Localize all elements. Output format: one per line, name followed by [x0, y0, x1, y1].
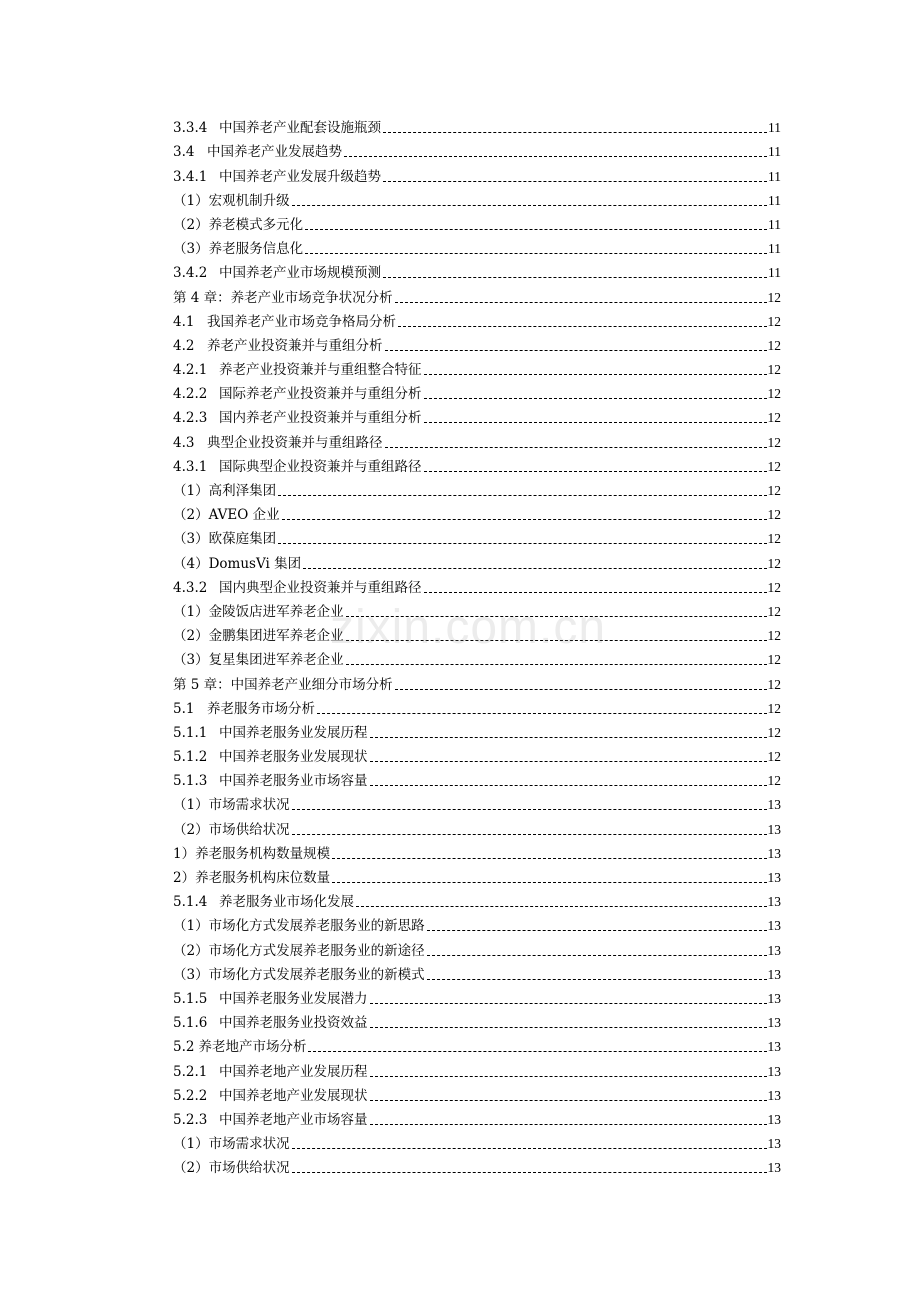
toc-entry[interactable]	[173, 452, 781, 476]
toc-entry[interactable]	[173, 1153, 781, 1177]
toc-entry[interactable]	[173, 524, 781, 548]
toc-entry-page: 13	[767, 797, 781, 813]
toc-entry-title: 养老服务市场分析	[207, 700, 315, 717]
toc-dot-leader	[346, 616, 767, 617]
toc-entry-number: （3）	[173, 652, 209, 669]
toc-entry-page: 12	[767, 362, 781, 378]
toc-dot-leader	[383, 181, 767, 182]
toc-entry[interactable]	[173, 1129, 781, 1153]
toc-entry-number: 5.2.3	[173, 1111, 208, 1128]
toc-entry-title: 市场化方式发展养老服务业的新模式	[208, 966, 425, 983]
toc-entry-number: 5.1.1	[173, 724, 208, 741]
toc-entry-page: 11	[768, 144, 781, 160]
toc-entry-title: 典型企业投资兼并与重组路径	[207, 434, 383, 451]
toc-dot-leader	[370, 1003, 767, 1004]
toc-entry-number: 第 4 章：	[173, 289, 231, 306]
toc-entry-number: （1）	[173, 483, 209, 499]
toc-entry[interactable]	[173, 113, 781, 137]
toc-entry-number: 4.3.1	[173, 458, 208, 475]
toc-entry-title: 国际养老产业投资兼并与重组分析	[219, 386, 422, 403]
toc-entry[interactable]	[173, 258, 781, 282]
toc-entry-number: （1）	[173, 1136, 209, 1153]
toc-entry[interactable]	[173, 669, 781, 693]
toc-dot-leader	[424, 422, 767, 423]
toc-entry-title: 市场需求状况	[208, 1136, 290, 1153]
toc-entry-title: 中国养老地产业市场容量	[219, 1111, 368, 1128]
toc-entry[interactable]	[173, 500, 781, 524]
toc-entry-number: 第 5 章：	[173, 676, 231, 693]
toc-entry-page: 13	[767, 1015, 781, 1031]
toc-entry[interactable]	[173, 911, 781, 935]
toc-entry-number: （2）	[173, 821, 209, 838]
toc-entry-number: （2）	[173, 1160, 209, 1177]
toc-dot-leader	[424, 471, 767, 472]
toc-entry[interactable]	[173, 379, 781, 403]
toc-entry[interactable]	[173, 621, 781, 645]
toc-entry[interactable]	[173, 1032, 781, 1056]
toc-entry-number: （2）	[173, 628, 209, 645]
toc-dot-leader	[427, 979, 767, 980]
toc-entry-number: 4.2.3	[173, 410, 208, 427]
toc-entry-page: 13	[767, 990, 781, 1006]
toc-entry-title: 国际典型企业投资兼并与重组路径	[219, 458, 422, 475]
toc-entry-number: 4.3.2	[173, 579, 208, 596]
toc-entry-number: 3.4	[173, 144, 195, 161]
toc-dot-leader	[346, 640, 767, 641]
toc-dot-leader	[370, 761, 767, 762]
toc-dot-leader	[427, 930, 767, 931]
toc-entry-page: 13	[767, 966, 781, 982]
toc-entry-page: 13	[767, 918, 781, 934]
toc-entry-title: 中国养老地产业发展现状	[219, 1087, 368, 1104]
toc-entry-number: （3）	[173, 966, 209, 983]
toc-entry-number: 4.1	[173, 313, 195, 330]
toc-entry-page: 12	[767, 507, 781, 523]
toc-entry[interactable]	[173, 331, 781, 355]
toc-entry-number: 3.4.2	[173, 265, 208, 282]
toc-entry-page: 11	[768, 265, 781, 281]
toc-entry-page: 12	[767, 434, 781, 450]
toc-entry-title: 市场供给状况	[208, 1160, 290, 1177]
toc-entry-page: 11	[768, 216, 781, 232]
toc-entry-page: 12	[767, 700, 781, 716]
toc-entry[interactable]	[173, 573, 781, 597]
toc-entry-title: 养老服务信息化	[208, 241, 304, 258]
toc-entry-page: 13	[767, 1063, 781, 1079]
toc-entry[interactable]	[173, 984, 781, 1008]
toc-entry-number: （3）	[173, 241, 209, 258]
toc-entry-page: 13	[767, 894, 781, 910]
toc-entry[interactable]	[173, 137, 781, 161]
toc-entry-number: （1）	[173, 918, 209, 935]
toc-entry-page: 12	[767, 337, 781, 353]
toc-entry-number: （1）	[173, 192, 209, 209]
toc-entry-page: 12	[767, 652, 781, 668]
toc-entry-title: 养老服务机构床位数量	[195, 870, 331, 886]
toc-entry[interactable]	[173, 597, 781, 621]
toc-entry-title: 市场需求状况	[208, 797, 290, 814]
toc-dot-leader	[303, 568, 766, 569]
toc-entry-number: 5.2	[173, 1039, 195, 1056]
table-of-contents	[173, 113, 781, 1177]
toc-entry[interactable]	[173, 307, 781, 331]
toc-entry-number: 2）	[173, 870, 196, 886]
toc-entry-page: 13	[767, 1136, 781, 1152]
toc-entry-page: 12	[767, 458, 781, 474]
toc-dot-leader	[424, 398, 767, 399]
toc-entry[interactable]	[173, 403, 781, 427]
toc-dot-leader	[292, 809, 767, 810]
toc-entry-title: 国内典型企业投资兼并与重组路径	[219, 579, 422, 596]
toc-entry-number: 4.3	[173, 434, 195, 451]
toc-entry-page: 13	[767, 1111, 781, 1127]
toc-entry-page: 12	[767, 628, 781, 644]
toc-dot-leader	[370, 785, 767, 786]
toc-entry-page: 12	[767, 410, 781, 426]
toc-entry-title: 市场化方式发展养老服务业的新思路	[208, 918, 425, 935]
toc-entry-number: 4.2	[173, 337, 195, 354]
toc-entry-page: 12	[767, 749, 781, 765]
toc-dot-leader	[370, 1027, 767, 1028]
toc-dot-leader	[385, 350, 767, 351]
toc-dot-leader	[383, 277, 767, 278]
toc-entry-number: 5.1.4	[173, 894, 208, 911]
toc-entry[interactable]	[173, 186, 781, 210]
toc-entry-title: AVEO 企业	[208, 507, 280, 524]
toc-entry-page: 12	[767, 531, 781, 547]
toc-dot-leader	[370, 1124, 767, 1125]
toc-entry-number: （2）	[173, 942, 209, 959]
toc-entry-page: 12	[767, 676, 781, 692]
toc-entry-title: 市场化方式发展养老服务业的新途径	[208, 942, 425, 959]
toc-entry-page: 11	[768, 192, 781, 208]
toc-entry-page: 13	[767, 1160, 781, 1176]
toc-entry-page: 12	[767, 773, 781, 789]
toc-dot-leader	[395, 302, 767, 303]
toc-entry-page: 12	[767, 289, 781, 305]
toc-entry-title: 养老产业市场竞争状况分析	[230, 289, 393, 306]
toc-entry-page: 13	[767, 845, 781, 861]
toc-entry-number: 3.4.1	[173, 168, 208, 185]
toc-entry[interactable]	[173, 887, 781, 911]
toc-entry[interactable]	[173, 694, 781, 718]
toc-entry-number: 5.1	[173, 700, 195, 717]
toc-entry-number: 5.1.2	[173, 749, 208, 766]
toc-entry-title: 养老服务业市场化发展	[219, 894, 354, 911]
toc-entry-page: 13	[767, 870, 781, 885]
toc-entry-number: （3）	[173, 531, 209, 548]
toc-entry[interactable]	[173, 282, 781, 306]
watermark: zixin.com.cn	[330, 601, 607, 654]
toc-entry-number: （2）	[173, 507, 209, 524]
toc-entry-title: 中国养老服务业发展潜力	[219, 990, 368, 1007]
toc-dot-leader	[332, 858, 766, 859]
toc-dot-leader	[427, 955, 767, 956]
toc-entry-title: 宏观机制升级	[208, 192, 290, 209]
toc-entry-title: 中国养老服务业发展现状	[219, 749, 368, 766]
toc-entry[interactable]	[173, 234, 781, 258]
toc-entry-number: 5.2.2	[173, 1087, 208, 1104]
toc-entry-title: 金陵饭店进军养老企业	[208, 603, 344, 620]
toc-entry-title: 中国养老服务业市场容量	[219, 773, 368, 790]
toc-entry-title: 中国养老服务业投资效益	[219, 1015, 368, 1032]
toc-dot-leader	[305, 253, 767, 254]
toc-entry-page: 12	[767, 555, 781, 571]
toc-entry-number: （1）	[173, 603, 209, 620]
toc-dot-leader	[424, 374, 767, 375]
toc-entry-title: 金鹏集团进军养老企业	[208, 628, 344, 645]
toc-dot-leader	[317, 713, 767, 714]
toc-entry-page: 13	[767, 942, 781, 958]
toc-dot-leader	[346, 664, 767, 665]
toc-entry-title: 中国养老服务业发展历程	[219, 724, 368, 741]
toc-entry[interactable]	[173, 427, 781, 451]
toc-entry[interactable]	[173, 960, 781, 984]
toc-dot-leader	[395, 689, 767, 690]
toc-entry-title: 欧葆庭集团	[208, 531, 277, 548]
toc-entry-page: 12	[767, 579, 781, 595]
toc-entry-page: 12	[767, 603, 781, 619]
toc-dot-leader	[356, 906, 767, 907]
toc-entry-page: 13	[767, 1087, 781, 1103]
toc-entry-title: 养老服务机构数量规模	[195, 845, 331, 862]
toc-dot-leader	[292, 1172, 767, 1173]
toc-dot-leader	[344, 156, 767, 157]
toc-entry-page: 12	[767, 724, 781, 740]
toc-dot-leader	[385, 447, 767, 448]
toc-entry[interactable]	[173, 1056, 781, 1080]
toc-entry[interactable]	[173, 766, 781, 790]
toc-entry[interactable]	[173, 161, 781, 185]
toc-entry-title: 中国养老产业发展趋势	[207, 144, 342, 161]
toc-dot-leader	[305, 229, 767, 230]
toc-dot-leader	[398, 326, 767, 327]
toc-entry-page: 12	[767, 313, 781, 329]
toc-entry[interactable]	[173, 355, 781, 379]
toc-entry-number: （2）	[173, 216, 209, 233]
toc-entry-title: DomusVi 集团	[208, 555, 302, 572]
toc-dot-leader	[278, 543, 766, 544]
toc-entry-title: 中国养老产业细分市场分析	[230, 676, 393, 693]
toc-entry-number: 4.2.1	[173, 362, 208, 379]
toc-entry-page: 12	[767, 483, 781, 498]
toc-entry-title: 养老地产市场分析	[198, 1039, 307, 1056]
toc-entry[interactable]	[173, 1105, 781, 1129]
toc-entry[interactable]	[173, 742, 781, 766]
toc-entry[interactable]	[173, 1008, 781, 1032]
toc-dot-leader	[370, 737, 767, 738]
toc-dot-leader	[383, 132, 767, 133]
toc-entry-page: 11	[768, 168, 781, 184]
toc-entry-title: 养老产业投资兼并与重组整合特征	[219, 362, 422, 379]
toc-entry-number: 5.1.6	[173, 1015, 208, 1032]
toc-entry-title: 复星集团进军养老企业	[208, 652, 344, 669]
toc-entry[interactable]	[173, 790, 781, 814]
toc-dot-leader	[292, 205, 767, 206]
toc-dot-leader	[278, 495, 766, 496]
toc-dot-leader	[424, 592, 767, 593]
toc-dot-leader	[332, 882, 766, 883]
toc-entry-title: 国内养老产业投资兼并与重组分析	[219, 410, 422, 427]
toc-entry-page: 11	[768, 120, 781, 136]
toc-entry-title: 市场供给状况	[208, 821, 290, 838]
toc-entry-title: 中国养老产业市场规模预测	[219, 265, 381, 282]
toc-dot-leader	[292, 834, 767, 835]
toc-entry-title: 养老模式多元化	[208, 216, 304, 233]
toc-dot-leader	[292, 1148, 767, 1149]
toc-dot-leader	[370, 1076, 767, 1077]
toc-entry-number: 5.1.5	[173, 990, 208, 1007]
toc-entry-number: （4）	[173, 555, 209, 572]
toc-entry-title: 养老产业投资兼并与重组分析	[207, 337, 383, 354]
toc-entry-title: 我国养老产业市场竞争格局分析	[207, 313, 396, 330]
toc-entry-page: 13	[767, 821, 781, 837]
toc-entry-page: 13	[767, 1039, 781, 1055]
toc-entry-page: 12	[767, 386, 781, 402]
toc-entry-number: 5.2.1	[173, 1063, 208, 1080]
toc-entry-number: 4.2.2	[173, 386, 208, 403]
toc-entry[interactable]	[173, 814, 781, 838]
toc-entry-title: 中国养老产业配套设施瓶颈	[219, 120, 381, 137]
toc-entry[interactable]	[173, 839, 781, 863]
toc-entry[interactable]	[173, 645, 781, 669]
toc-entry-title: 中国养老产业发展升级趋势	[219, 168, 381, 185]
toc-entry-title: 中国养老地产业发展历程	[219, 1063, 368, 1080]
toc-entry[interactable]	[173, 718, 781, 742]
toc-entry-number: 1）	[173, 845, 196, 862]
toc-entry-number: （1）	[173, 797, 209, 814]
toc-entry[interactable]	[173, 1081, 781, 1105]
toc-entry-page: 11	[768, 241, 781, 257]
toc-entry[interactable]	[173, 863, 781, 887]
toc-entry[interactable]	[173, 935, 781, 959]
toc-entry-number: 3.3.4	[173, 120, 208, 137]
toc-dot-leader	[282, 519, 767, 520]
toc-dot-leader	[370, 1100, 767, 1101]
toc-entry-title: 高利泽集团	[208, 483, 277, 499]
toc-entry[interactable]	[173, 548, 781, 572]
toc-dot-leader	[308, 1051, 766, 1052]
toc-entry[interactable]	[173, 210, 781, 234]
toc-entry-number: 5.1.3	[173, 773, 208, 790]
toc-entry[interactable]	[173, 476, 781, 500]
